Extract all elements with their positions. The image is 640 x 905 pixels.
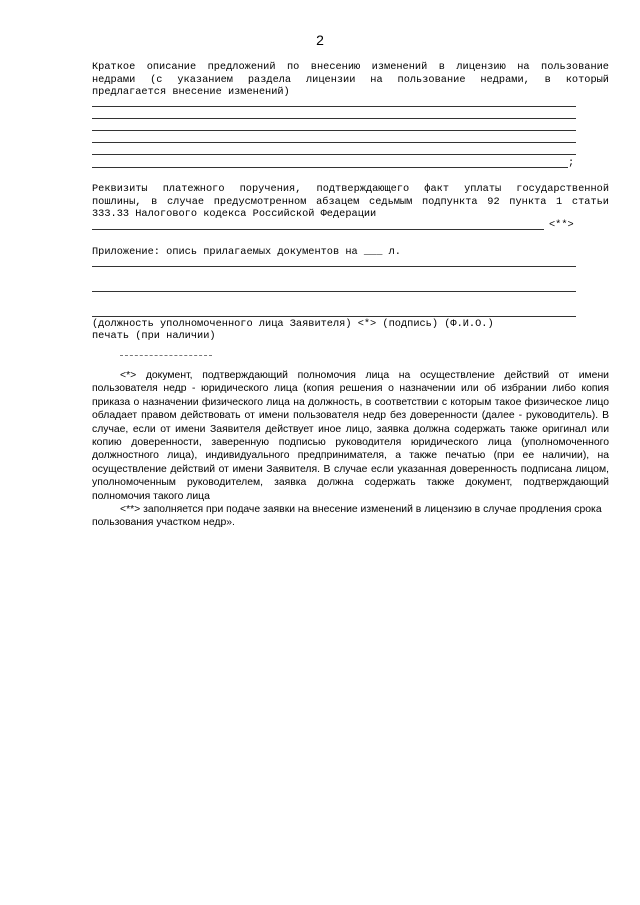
blank-line [92,142,576,143]
blank-line [92,130,576,131]
page-number: 2 [316,32,324,48]
payment-details-label: Реквизиты платежного поручения, подтверждающего факт уплаты государственной пошлины, в случае предусмотренном абзацем седьмым подпункта 92 пункта 1 статьи 333.33 Налогового кодекса Российской Федерации [92,183,609,220]
signature-line [92,316,576,317]
seal-caption: печать (при наличии) [92,330,216,342]
signature-caption: (должность уполномоченного лица Заявителя) <*> (подпись) (Ф.И.О.) [92,318,494,330]
footnote-1: <*> документ, подтверждающий полномочия лица на осуществление действий от имени пользователя недр - юридического лица (копия решения о назначении или об избрании либо копия приказа о назначении физического лица на должность, в соответствии с которым такое физическое лицо обладает правом действовать от имени пользователя недр без доверенности (далее - руководитель). В случае, если от имени Заявителя действует иное лицо, заявка должна содержать также оригинал или копию доверенности, заверенную подписью руководителя юридического лица (уполномоченного должностного лица), индивидуального предпринимателя, а также печатью (при ее наличии), на осуществление действий от имени Заявителя. В случае если указанная доверенность подписана лицом, уполномоченным руководителем, заявка должна содержать также документ, подтверждающий полномочия такого лица [92,370,609,502]
footnote-mark: <**> [549,219,574,231]
blank-line [92,154,576,155]
footnote-separator [120,355,212,356]
footnote-2: <**> заполняется при подаче заявки на внесение изменений в лицензию в случае продления срока пользования участком недр». [92,504,602,529]
blank-line [92,167,568,168]
blank-line [92,106,576,107]
line-end-semicolon: ; [568,157,575,169]
blank-line [92,291,576,292]
changes-description-label: Краткое описание предложений по внесению изменений в лицензию на пользование недрами (с указанием раздела лицензии на пользование недрами, в который предлагается внесение изменений) [92,61,609,98]
attachments-label: Приложение: опись прилагаемых документов на ___ л. [92,246,401,258]
blank-line [92,229,544,230]
blank-line [92,266,576,267]
blank-line [92,118,576,119]
